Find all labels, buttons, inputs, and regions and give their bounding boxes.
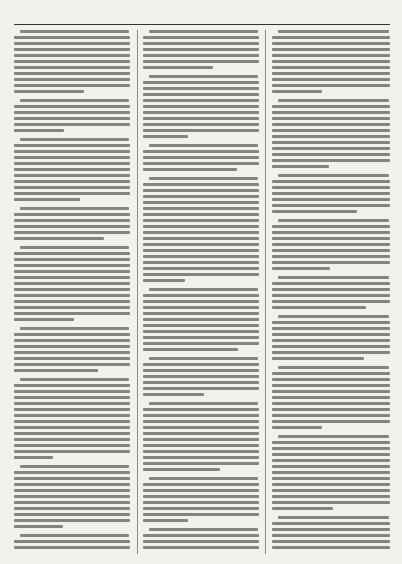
text-line [272,180,390,183]
text-line [272,447,390,450]
text-line [14,495,130,498]
text-line [272,60,390,63]
text-line [20,246,129,249]
text-line [143,273,259,276]
text-line [143,243,259,246]
text-line [272,111,390,114]
text-line [14,339,130,342]
text-line [14,501,130,504]
text-line [14,48,130,51]
text-line [143,507,259,510]
text-line [272,54,390,57]
text-line [20,99,129,102]
text-line [272,165,329,168]
text-line [143,48,259,51]
text-line [14,219,130,222]
text-line [143,381,259,384]
text-line [143,249,259,252]
text-line [14,150,130,153]
text-line [143,156,259,159]
text-line [272,306,366,309]
text-line [14,369,98,372]
text-line [272,78,390,81]
text-line [14,471,130,474]
text-line [143,420,259,423]
text-line [143,324,259,327]
text-line [143,117,259,120]
text-line [272,378,390,381]
text-line [14,36,130,39]
text-line [143,54,259,57]
text-line [272,204,390,207]
text-line [272,327,390,330]
text-line [272,528,390,531]
text-line [272,153,390,156]
text-line [272,135,390,138]
text-line [14,351,130,354]
text-line [272,186,390,189]
text-line [14,180,130,183]
text-line [143,414,259,417]
text-line [272,117,390,120]
text-line [14,60,130,63]
text-line [272,540,390,543]
text-line [20,534,129,537]
text-line [14,162,130,165]
text-line [143,363,259,366]
text-line [143,255,259,258]
text-line [272,42,390,45]
text-line [14,432,130,435]
text-line [272,453,390,456]
text-line [143,93,259,96]
text-line [143,42,259,45]
text-line [143,237,259,240]
text-line [272,225,390,228]
text-line [272,141,390,144]
text-line [143,123,259,126]
text-line [278,516,389,519]
text-line [272,546,390,549]
text-line [278,99,389,102]
text-line [143,312,259,315]
text-line [272,90,322,93]
text-line [272,414,390,417]
text-line [272,255,390,258]
text-line [272,351,390,354]
text-line [143,501,259,504]
text-line [14,237,104,240]
text-line [14,213,130,216]
text-line [14,546,130,549]
text-line [143,519,188,522]
text-line [272,483,390,486]
text-line [272,249,390,252]
text-line [143,456,259,459]
text-line [143,408,259,411]
text-line [14,111,130,114]
text-line [272,129,390,132]
text-line [143,330,259,333]
text-line [143,513,259,516]
text-line [272,294,390,297]
text-line [143,60,259,63]
text-line [14,105,130,108]
text-line [14,192,130,195]
text-line [143,231,259,234]
text-line [272,372,390,375]
text-line [272,210,357,213]
text-line [20,30,129,33]
text-line [14,414,130,417]
text-line [14,519,130,522]
text-line [272,339,390,342]
text-line [143,444,259,447]
text-line [14,300,130,303]
text-line [143,207,259,210]
text-line [272,123,390,126]
text-line [272,36,390,39]
text-line [14,282,130,285]
text-line [14,384,130,387]
text-line [272,243,390,246]
text-line [143,336,259,339]
text-line [149,477,258,480]
text-line [14,288,130,291]
text-line [14,276,130,279]
text-line [272,489,390,492]
text-line [14,408,130,411]
text-line [143,219,259,222]
text-line [20,378,129,381]
text-line [14,174,130,177]
text-line [272,261,390,264]
text-line [143,432,259,435]
text-line [272,471,390,474]
text-line [20,138,129,141]
text-line [14,540,130,543]
text-line [272,66,390,69]
text-line [272,390,390,393]
text-line [272,465,390,468]
text-line [272,333,390,336]
text-line [272,459,390,462]
text-line [272,441,390,444]
text-line [14,117,130,120]
text-line [14,312,130,315]
text-line [272,477,390,480]
text-line [272,507,333,510]
text-line [272,384,390,387]
text-line [143,135,188,138]
text-line [278,366,389,369]
text-line [14,363,130,366]
text-line [14,444,130,447]
text-line [149,177,258,180]
text-line [143,279,185,282]
text-line [272,288,390,291]
text-line [272,426,322,429]
text-line [14,123,130,126]
text-line [143,162,259,165]
text-line [149,288,258,291]
text-line [20,207,129,210]
text-line [14,396,130,399]
text-line [14,270,130,273]
text-line [143,375,259,378]
text-column-1 [14,30,130,554]
text-line [272,420,390,423]
text-line [14,156,130,159]
text-line [143,318,259,321]
text-line [14,507,130,510]
text-line [14,264,130,267]
text-line [149,75,258,78]
text-line [14,129,64,132]
text-line [14,66,130,69]
text-line [278,276,389,279]
text-line [143,36,259,39]
text-line [143,213,259,216]
text-line [14,483,130,486]
text-line [272,300,390,303]
text-line [272,345,390,348]
text-line [143,468,220,471]
text-line [143,189,259,192]
text-line [14,225,130,228]
text-line [149,528,258,531]
text-line [143,87,259,90]
text-line [278,30,389,33]
text-line [272,522,390,525]
text-line [14,231,130,234]
text-line [272,408,390,411]
text-line [14,258,130,261]
text-line [143,267,259,270]
text-line [14,477,130,480]
text-line [272,48,390,51]
page-header [14,10,390,22]
text-line [14,426,130,429]
text-line [14,252,130,255]
text-line [278,435,389,438]
text-line [14,54,130,57]
text-column-2 [143,30,259,554]
text-line [143,342,259,345]
text-line [14,357,130,360]
text-line [272,267,330,270]
text-column-3 [272,30,390,554]
text-line [272,534,390,537]
text-line [143,438,259,441]
text-line [14,144,130,147]
text-line [14,84,130,87]
text-line [14,90,84,93]
text-line [14,168,130,171]
text-line [14,390,130,393]
text-line [272,105,390,108]
text-line [14,489,130,492]
text-line [143,495,259,498]
text-line [272,402,390,405]
text-line [272,495,390,498]
text-line [143,168,237,171]
text-line [143,81,259,84]
text-line [143,129,259,132]
text-line [14,420,130,423]
text-line [278,174,389,177]
text-line [143,426,259,429]
text-line [272,282,390,285]
text-line [14,450,130,453]
text-line [272,396,390,399]
text-line [14,306,130,309]
text-line [278,219,389,222]
header-rule [14,24,390,25]
text-line [272,72,390,75]
text-line [143,534,259,537]
text-line [14,294,130,297]
text-line [272,198,390,201]
text-line [143,99,259,102]
text-line [14,42,130,45]
text-line [272,192,390,195]
text-line [143,393,204,396]
text-line [143,546,259,549]
text-line [143,300,259,303]
text-line [14,525,63,528]
text-line [14,438,130,441]
text-line [143,225,259,228]
text-line [143,348,238,351]
text-line [143,450,259,453]
text-line [143,105,259,108]
text-line [143,540,259,543]
text-line [143,489,259,492]
text-line [272,237,390,240]
text-line [143,66,213,69]
text-line [272,501,390,504]
text-line [272,147,390,150]
text-line [20,465,129,468]
text-line [143,387,259,390]
text-line [278,315,389,318]
text-line [14,318,74,321]
text-line [149,144,258,147]
text-line [14,456,53,459]
text-line [14,198,80,201]
text-line [14,78,130,81]
text-line [272,321,390,324]
column-divider [265,30,266,554]
text-line [143,294,259,297]
column-divider [137,30,138,554]
text-line [143,306,259,309]
text-line [143,369,259,372]
text-line [143,111,259,114]
text-line [272,357,364,360]
text-line [272,84,390,87]
text-line [143,483,259,486]
text-line [272,231,390,234]
text-line [14,513,130,516]
text-line [14,186,130,189]
text-line [143,183,259,186]
text-line [143,150,259,153]
text-line [14,333,130,336]
text-line [14,72,130,75]
text-line [20,327,129,330]
text-line [149,402,258,405]
text-line [149,30,258,33]
text-line [143,462,259,465]
text-line [143,261,259,264]
text-line [143,195,259,198]
text-line [14,345,130,348]
text-line [14,402,130,405]
text-line [149,357,258,360]
text-line [143,201,259,204]
text-line [272,159,390,162]
